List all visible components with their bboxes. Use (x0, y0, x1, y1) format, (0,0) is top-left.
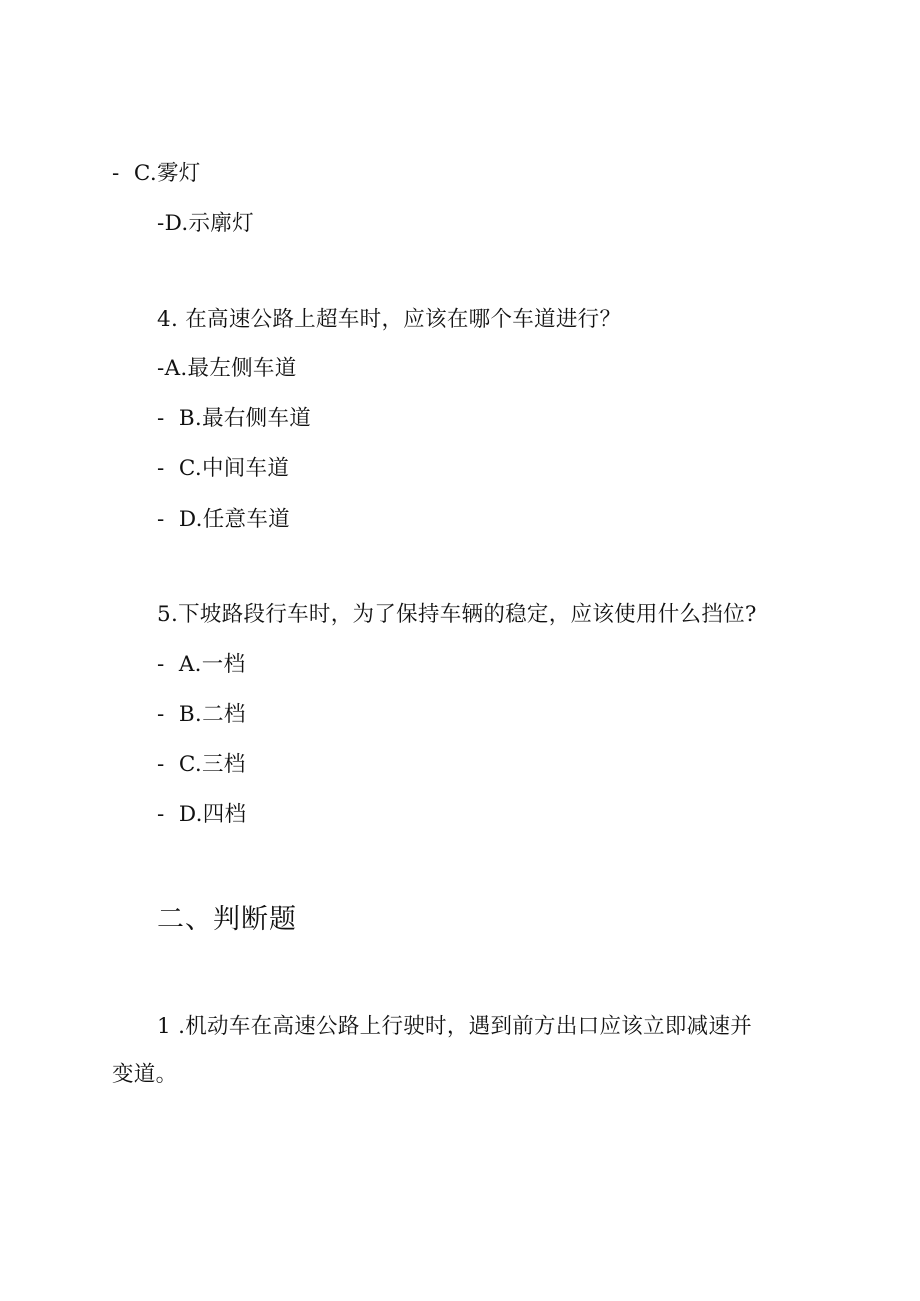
q3-option-d: -D.示廓灯 (157, 211, 254, 236)
q4-option-c: - C.中间车道 (157, 456, 290, 481)
q4-option-b: - B.最右侧车道 (157, 406, 312, 431)
q5-option-c: - C.三档 (157, 752, 246, 777)
q4-option-a: -A.最左侧车道 (157, 356, 297, 381)
q5-option-a: - A.一档 (157, 652, 246, 677)
q5-question: 5.下坡路段行车时，为了保持车辆的稳定，应该使用什么挡位? (157, 602, 757, 627)
q4-option-d: - D.任意车道 (157, 507, 290, 532)
q3-option-c: - C.雾灯 (112, 161, 201, 186)
section-heading: 二、判断题 (157, 904, 297, 935)
q5-option-d: - D.四档 (157, 802, 247, 827)
tf-question-1-line2: 变道。 (112, 1062, 178, 1087)
tf-question-1-line1: 1 .机动车在高速公路上行驶时，遇到前方出口应该立即减速并 (157, 1014, 753, 1039)
q5-option-b: - B.二档 (157, 702, 246, 727)
q4-question: 4. 在高速公路上超车时，应该在哪个车道进行？ (157, 307, 622, 332)
